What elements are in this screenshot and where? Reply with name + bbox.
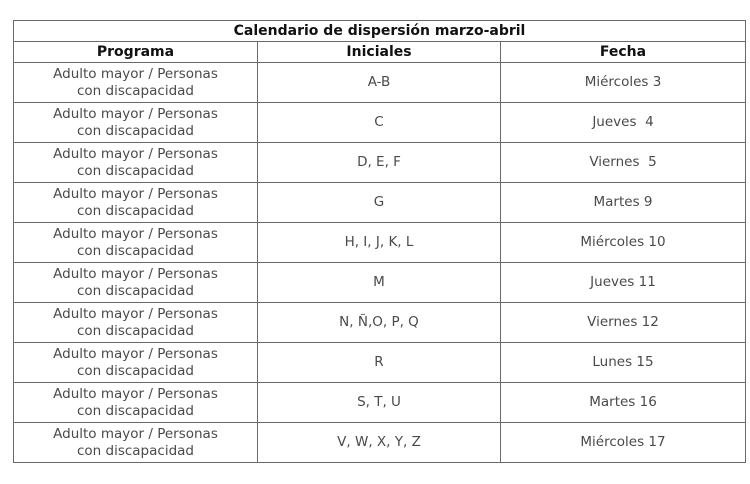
programa-line-1: Adulto mayor / Personas: [53, 185, 218, 202]
programa-line-1: Adulto mayor / Personas: [53, 145, 218, 162]
programa-line-2: con discapacidad: [76, 442, 194, 459]
table-row: [14, 303, 746, 343]
fecha-cell: Martes 16: [501, 383, 746, 423]
programa-line-1: Adulto mayor / Personas: [53, 345, 218, 362]
fecha-cell: Viernes 5: [501, 143, 746, 183]
header-programa: Programa: [14, 42, 258, 63]
fecha-cell: Jueves 4: [501, 103, 746, 143]
programa-line-1: Adulto mayor / Personas: [53, 265, 218, 282]
programa-line-1: Adulto mayor / Personas: [53, 425, 218, 442]
programa-line-1: Adulto mayor / Personas: [53, 105, 218, 122]
programa-line-1: Adulto mayor / Personas: [53, 385, 218, 402]
iniciales-cell: C: [258, 103, 501, 143]
programa-cell: [14, 183, 258, 223]
fecha-cell: Miércoles 17: [501, 423, 746, 463]
iniciales-cell: R: [258, 343, 501, 383]
programa-line-2: con discapacidad: [76, 282, 194, 299]
table-row: [14, 223, 746, 263]
iniciales-cell: S, T, U: [258, 383, 501, 423]
programa-cell: [14, 303, 258, 343]
programa-cell: [14, 263, 258, 303]
table-row: [14, 143, 746, 183]
table-row: [14, 383, 746, 423]
programa-line-2: con discapacidad: [76, 82, 194, 99]
dispersion-calendar-table: [13, 20, 746, 463]
iniciales-cell: H, I, J, K, L: [258, 223, 501, 263]
programa-cell: [14, 383, 258, 423]
table-row: [14, 343, 746, 383]
programa-cell: [14, 343, 258, 383]
programa-cell: [14, 103, 258, 143]
table-row: [14, 103, 746, 143]
table-row: [14, 263, 746, 303]
table-row: [14, 183, 746, 223]
iniciales-cell: M: [258, 263, 501, 303]
iniciales-cell: V, W, X, Y, Z: [258, 423, 501, 463]
programa-cell: [14, 143, 258, 183]
programa-line-2: con discapacidad: [76, 402, 194, 419]
table-title: Calendario de dispersión marzo-abril: [14, 21, 746, 42]
programa-line-2: con discapacidad: [76, 362, 194, 379]
header-fecha: Fecha: [501, 42, 746, 63]
iniciales-cell: D, E, F: [258, 143, 501, 183]
fecha-cell: Miércoles 10: [501, 223, 746, 263]
fecha-cell: Martes 9: [501, 183, 746, 223]
fecha-cell: Miércoles 3: [501, 63, 746, 103]
header-iniciales: Iniciales: [258, 42, 501, 63]
iniciales-cell: N, Ñ,O, P, Q: [258, 303, 501, 343]
programa-cell: [14, 223, 258, 263]
table-row: [14, 63, 746, 103]
table-row: [14, 423, 746, 463]
programa-line-2: con discapacidad: [76, 202, 194, 219]
programa-cell: [14, 423, 258, 463]
iniciales-cell: A-B: [258, 63, 501, 103]
iniciales-cell: G: [258, 183, 501, 223]
programa-line-1: Adulto mayor / Personas: [53, 225, 218, 242]
programa-line-2: con discapacidad: [76, 242, 194, 259]
fecha-cell: Jueves 11: [501, 263, 746, 303]
programa-cell: [14, 63, 258, 103]
programa-line-1: Adulto mayor / Personas: [53, 305, 218, 322]
programa-line-2: con discapacidad: [76, 122, 194, 139]
programa-line-2: con discapacidad: [76, 322, 194, 339]
fecha-cell: Viernes 12: [501, 303, 746, 343]
programa-line-1: Adulto mayor / Personas: [53, 65, 218, 82]
fecha-cell: Lunes 15: [501, 343, 746, 383]
programa-line-2: con discapacidad: [76, 162, 194, 179]
